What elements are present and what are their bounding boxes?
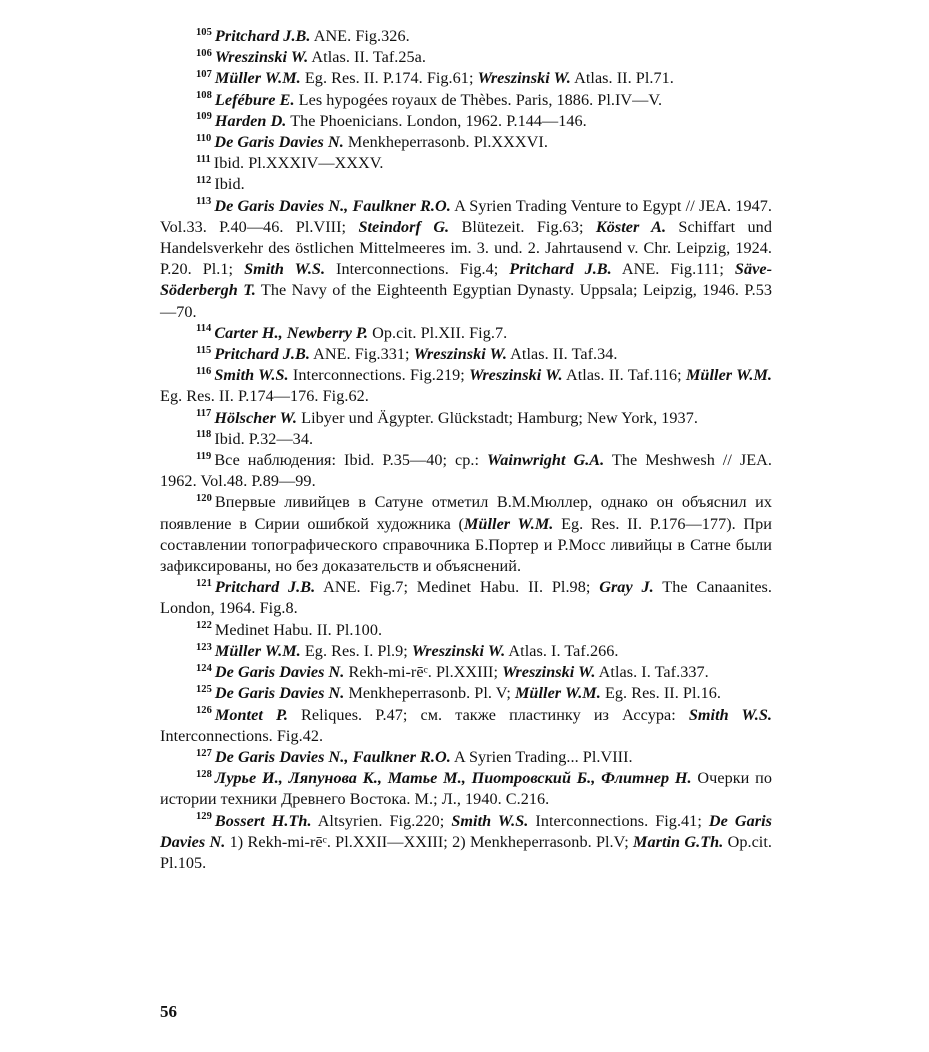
footnote-106: [160, 47, 772, 68]
citation-text: Ibid. Pl.XXXIV—XXXV.: [213, 154, 384, 173]
author-name: De Garis Davies N.: [214, 133, 344, 152]
footnote-number: 123: [196, 641, 212, 653]
footnote-128: [160, 768, 772, 810]
citation-text: Interconnections. Fig.4;: [325, 260, 510, 279]
author-name: Pritchard J.B.: [214, 345, 310, 364]
footnote-number: 125: [196, 683, 212, 695]
citation-text: Ibid.: [214, 175, 245, 194]
footnote-119: [160, 450, 772, 492]
footnote-129: [160, 811, 772, 875]
author-name: Köster A.: [595, 217, 667, 236]
citation-text: Atlas. II. Taf.116;: [562, 366, 686, 385]
footnote-number: 109: [196, 111, 212, 123]
citation-text: Menkheperrasonb. Pl. V;: [344, 684, 515, 703]
citation-text: Altsyrien. Fig.220;: [311, 811, 452, 830]
citation-text: Очерки по истории техники Древнего Востока. М.; Л., 1940. С.216.: [160, 769, 772, 809]
author-name: Wreszinski W.: [411, 641, 506, 660]
footnote-number: 121: [196, 577, 212, 589]
author-name: Wreszinski W.: [502, 663, 596, 682]
footnote-110: [160, 132, 772, 153]
citation-text: ANE. Fig.111;: [611, 260, 735, 279]
footnote-number: 117: [196, 408, 212, 420]
author-name: Bossert H.Th.: [214, 811, 312, 830]
footnote-number: 115: [196, 344, 212, 356]
footnote-number: 124: [196, 662, 212, 674]
citation-text: Rekh-mi-rēᶜ. Pl.XXIII;: [344, 663, 503, 682]
author-name: Wreszinski W.: [469, 366, 563, 385]
author-name: Müller W.M.: [214, 69, 301, 88]
footnote-number: 128: [196, 768, 212, 780]
footnote-112: [160, 174, 772, 195]
footnote-120: [160, 492, 772, 577]
author-name: Martin G.Th.: [633, 832, 724, 851]
footnotes-block: [160, 26, 772, 874]
footnote-116: [160, 365, 772, 407]
citation-text: Atlas. II. Pl.71.: [570, 69, 674, 88]
citation-text: Blütezeit. Fig.63;: [449, 217, 596, 236]
author-name: Pritchard J.B.: [509, 260, 612, 279]
author-name: Smith W.S.: [214, 366, 289, 385]
footnote-number: 110: [196, 132, 212, 144]
citation-text: Les hypogées royaux de Thèbes. Paris, 1886. Pl.IV—V.: [294, 90, 663, 109]
footnote-number: 113: [196, 196, 212, 208]
footnote-114: [160, 323, 772, 344]
author-name: Gray J.: [599, 578, 654, 597]
author-name: Harden D.: [214, 111, 287, 130]
page-number: 56: [160, 1002, 177, 1021]
footnote-105: [160, 26, 772, 47]
footnote-107: [160, 68, 772, 89]
citation-text: Libyer und Ägypter. Glückstadt; Hamburg; New York, 1937.: [297, 408, 698, 427]
author-name: Hölscher W.: [214, 408, 298, 427]
citation-text: Ibid. P.32—34.: [214, 429, 314, 448]
citation-text: Atlas. II. Taf.25a.: [308, 48, 427, 67]
footnote-number: 107: [196, 69, 212, 81]
citation-text: Schiffart und Handelsverkehr des östlichen Mittelmeeres im. 3. und. 2. Jahrtausend v. Chr. Leipzig, 1924. P.20. Pl.1;: [160, 217, 772, 279]
author-name: Smith W.S.: [451, 811, 529, 830]
author-name: Лурье И., Ляпунова К., Матье М., Пиотровский Б., Флитнер Н.: [214, 769, 692, 788]
author-name: Montet P.: [214, 705, 288, 724]
author-name: Wainwright G.A.: [487, 451, 605, 470]
author-name: Müller W.M.: [685, 366, 773, 385]
footnote-115: [160, 344, 772, 365]
author-name: Müller W.M.: [463, 514, 554, 533]
footnote-111: [160, 153, 772, 174]
author-name: Wreszinski W.: [214, 48, 309, 67]
citation-text: A Syrien Trading... Pl.VIII.: [450, 747, 633, 766]
footnote-number: 127: [196, 747, 212, 759]
footnote-125: [160, 683, 772, 704]
citation-text: Interconnections. Fig.41;: [528, 811, 709, 830]
footnote-122: [160, 620, 772, 641]
citation-text: Eg. Res. II. Pl.16.: [600, 684, 721, 703]
citation-text: Все наблюдения: Ibid. P.35—40; ср.:: [214, 451, 488, 470]
citation-text: Op.cit. Pl.105.: [160, 832, 772, 872]
citation-text: Atlas. II. Taf.34.: [506, 345, 618, 364]
citation-text: Interconnections. Fig.219;: [288, 366, 470, 385]
author-name: De Garis Davies N.: [160, 811, 773, 851]
author-name: Smith W.S.: [688, 705, 772, 724]
citation-text: Eg. Res. II. P.174—176. Fig.62.: [160, 387, 369, 406]
citation-text: Впервые ливийцев в Сатуне отметил В.М.Мюллер, однако он объяснил их появление в Сирии ошибкой художника (: [160, 493, 772, 533]
author-name: Wreszinski W.: [477, 69, 571, 88]
author-name: Steindorf G.: [358, 217, 450, 236]
citation-text: Interconnections. Fig.42.: [160, 726, 324, 745]
footnote-number: 119: [196, 450, 212, 462]
citation-text: The Navy of the Eighteenth Egyptian Dynasty. Uppsala; Leipzig, 1946. P.53—70.: [160, 281, 772, 321]
citation-text: Eg. Res. I. Pl.9;: [300, 641, 412, 660]
author-name: De Garis Davies N., Faulkner R.O.: [214, 196, 451, 215]
footnote-123: [160, 641, 772, 662]
author-name: Pritchard J.B.: [214, 27, 311, 45]
citation-text: Menkheperrasonb. Pl.XXXVI.: [343, 133, 548, 152]
citation-text: Eg. Res. II. P.174. Fig.61;: [300, 69, 478, 88]
citation-text: The Meshwesh // JEA. 1962. Vol.48. P.89—99.: [160, 451, 772, 491]
author-name: De Garis Davies N.: [214, 684, 345, 703]
footnote-109: [160, 111, 772, 132]
footnote-number: 120: [196, 493, 212, 505]
citation-text: ANE. Fig.326.: [310, 27, 410, 45]
author-name: Müller W.M.: [514, 684, 601, 703]
author-name: De Garis Davies N., Faulkner R.O.: [214, 747, 451, 766]
footnote-121: [160, 577, 772, 619]
footnote-number: 129: [196, 811, 212, 823]
author-name: Säve-Söderbergh T.: [160, 260, 773, 300]
footnote-108: [160, 90, 772, 111]
footnote-127: [160, 747, 772, 768]
citation-text: The Phoenicians. London, 1962. P.144—146.: [286, 111, 587, 130]
author-name: De Garis Davies N.: [214, 663, 345, 682]
citation-text: ANE. Fig.331;: [309, 345, 414, 364]
footnote-number: 112: [196, 175, 212, 187]
author-name: Lefébure E.: [214, 90, 295, 109]
footnote-117: [160, 408, 772, 429]
citation-text: Medinet Habu. II. Pl.100.: [214, 620, 383, 639]
footnote-number: 118: [196, 429, 212, 441]
citation-text: Eg. Res. II. P.176—177). При составлении топографического справочника Б.Портер и Р.Мосс ливийцы в Сатне были зафиксированы, но без доказательств и объяснений.: [160, 514, 773, 576]
footnote-124: [160, 662, 772, 683]
citation-text: Atlas. I. Taf.337.: [595, 663, 709, 682]
footnote-number: 105: [196, 26, 212, 38]
citation-text: ANE. Fig.7; Medinet Habu. II. Pl.98;: [315, 578, 600, 597]
citation-text: The Canaanites. London, 1964. Fig.8.: [160, 578, 773, 618]
footnote-number: 122: [196, 620, 212, 632]
citation-text: 1) Rekh-mi-rēᶜ. Pl.XXII—XXIII; 2) Menkheperrasonb. Pl.V;: [225, 832, 634, 851]
footnote-number: 111: [196, 153, 211, 165]
citation-text: Op.cit. Pl.XII. Fig.7.: [368, 323, 508, 342]
author-name: Pritchard J.B.: [214, 578, 316, 597]
author-name: Wreszinski W.: [413, 345, 507, 364]
footnote-number: 106: [196, 47, 212, 59]
footnote-number: 114: [196, 323, 212, 335]
footnote-number: 126: [196, 705, 212, 717]
footnote-126: [160, 705, 772, 747]
citation-text: Atlas. I. Taf.266.: [505, 641, 619, 660]
footnote-number: 116: [196, 365, 212, 377]
citation-text: A Syrien Trading Venture to Egypt // JEA. 1947. Vol.33. P.40—46. Pl.VIII;: [160, 196, 772, 236]
author-name: Carter H., Newberry P.: [214, 323, 369, 342]
author-name: Müller W.M.: [214, 641, 301, 660]
citation-text: Reliques. P.47; см. также пластинку из Ассура:: [287, 705, 689, 724]
footnote-118: [160, 429, 772, 450]
footnote-113: [160, 196, 772, 323]
author-name: Smith W.S.: [244, 260, 326, 279]
footnote-number: 108: [196, 90, 212, 102]
